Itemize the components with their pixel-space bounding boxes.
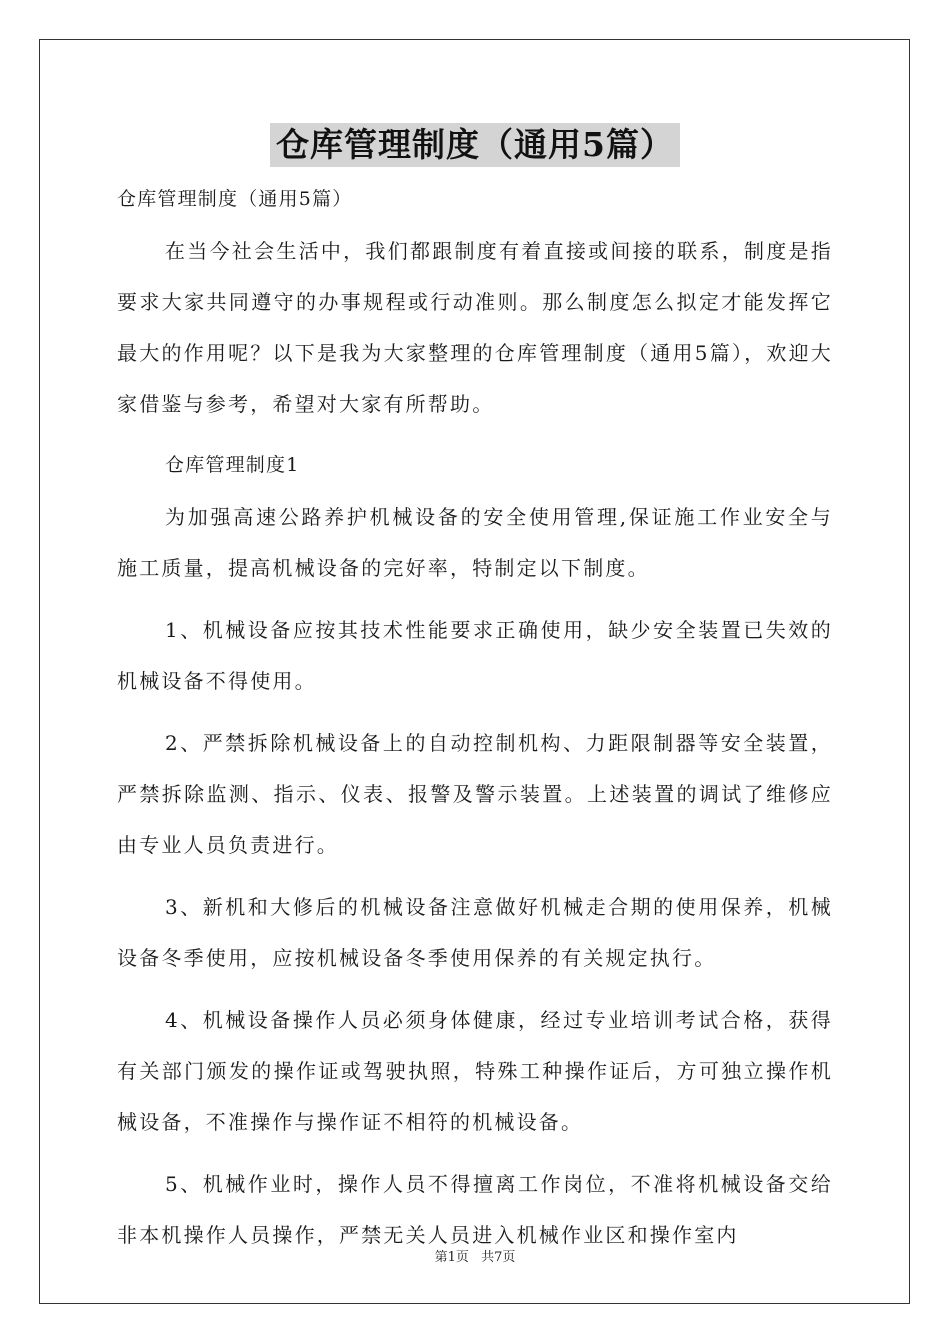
document-title: 仓库管理制度（通用5篇） (270, 123, 680, 167)
rule-paragraph-4: 4、机械设备操作人员必须身体健康，经过专业培训考试合格，获得有关部门颁发的操作证或驾驶执照，特殊工种操作证后，方可独立操作机械设备，不准操作与操作证不相符的机械设备。 (117, 1008, 833, 1134)
purpose-paragraph: 为加强高速公路养护机械设备的安全使用管理,保证施工作业安全与施工质量，提高机械设备的完好率，特制定以下制度。 (117, 505, 833, 580)
page-total: 共7页 (481, 1250, 516, 1265)
rule-paragraph-1: 1、机械设备应按其技术性能要求正确使用，缺少安全装置已失效的机械设备不得使用。 (117, 618, 833, 693)
page-number: 第1页 (434, 1250, 469, 1265)
intro-paragraph: 在当今社会生活中，我们都跟制度有着直接或间接的联系，制度是指要求大家共同遵守的办事规程或行动准则。那么制度怎么拟定才能发挥它最大的作用呢？以下是我为大家整理的仓库管理制度（通用5篇），欢迎大家借鉴与参考，希望对大家有所帮助。 (117, 239, 833, 416)
title-container (0, 123, 950, 167)
rule-paragraph-5: 5、机械作业时，操作人员不得擅离工作岗位，不准将机械设备交给非本机操作人员操作，严禁无关人员进入机械作业区和操作室内 (117, 1172, 833, 1247)
document-subtitle: 仓库管理制度（通用5篇） (117, 188, 353, 210)
rule-paragraph-3: 3、新机和大修后的机械设备注意做好机械走合期的使用保养，机械设备冬季使用，应按机械设备冬季使用保养的有关规定执行。 (117, 895, 833, 970)
page-footer (0, 1246, 950, 1265)
section-heading: 仓库管理制度1 (165, 454, 300, 476)
rule-paragraph-2: 2、严禁拆除机械设备上的自动控制机构、力距限制器等安全装置，严禁拆除监测、指示、仪表、报警及警示装置。上述装置的调试了维修应由专业人员负责进行。 (117, 731, 833, 857)
document-body (117, 176, 833, 1272)
